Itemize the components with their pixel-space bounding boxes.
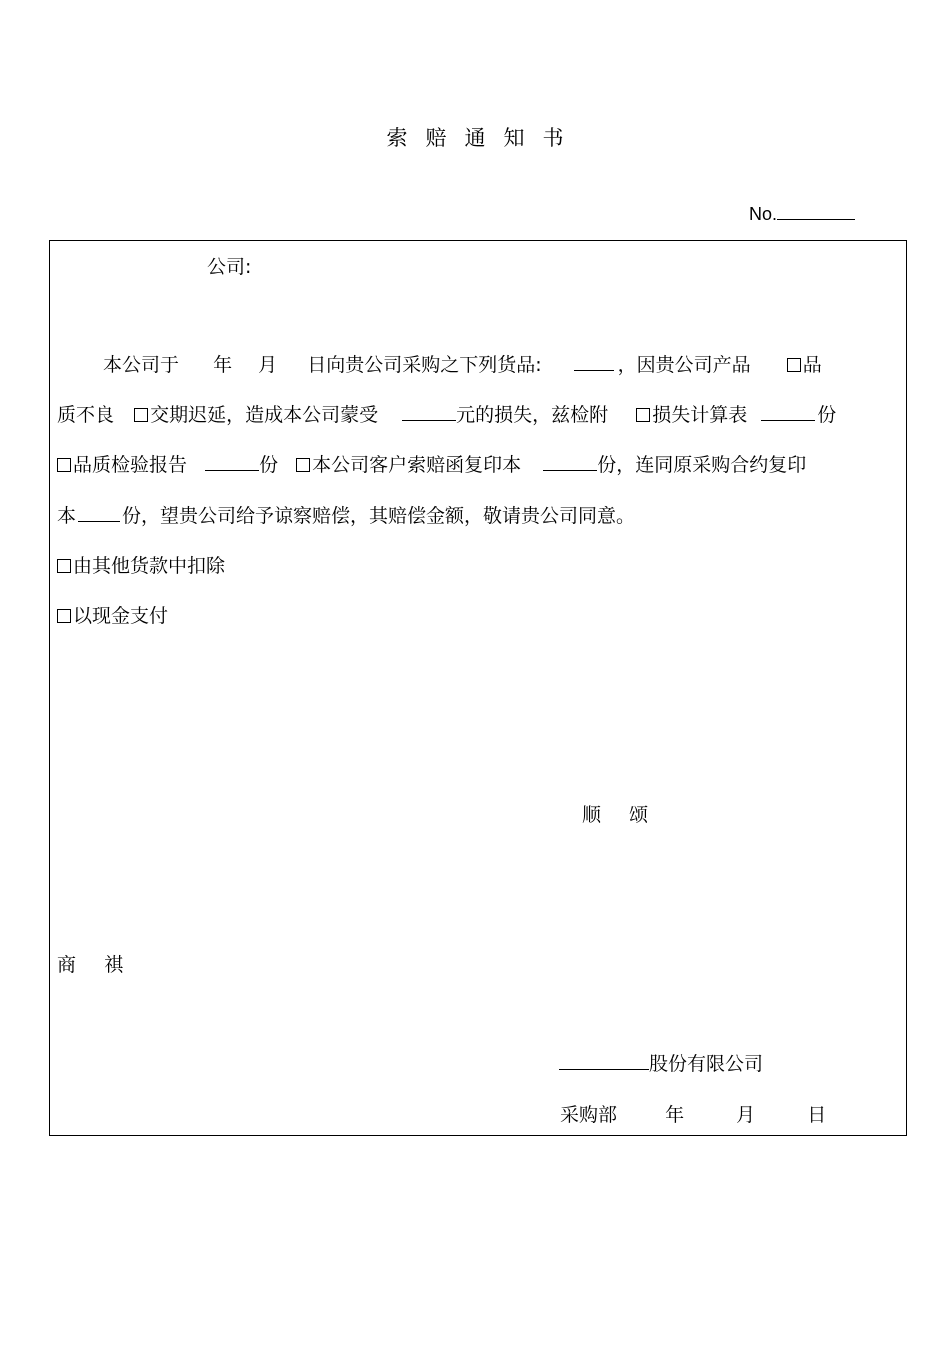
cash-text: 以现金支付 (73, 605, 169, 627)
quality-text-a: 品 (802, 354, 822, 376)
quality-text-b: 质不良 (57, 404, 115, 426)
deduct-text: 由其他货款中扣除 (73, 555, 226, 577)
delay-checkbox[interactable] (134, 408, 148, 422)
document-title (0, 128, 950, 149)
contract-text: 份，连同原采购合约复印 (597, 454, 807, 476)
contract-tail-text: 本 (57, 505, 77, 527)
recipient-label: 公司: (207, 256, 252, 278)
report-text: 品质检验报告 (73, 454, 188, 476)
client-copies-blank[interactable] (543, 469, 597, 471)
purchase-text: 日向贵公司采购之下列货品: (307, 354, 542, 376)
recipient-line (207, 258, 251, 277)
document-number (749, 205, 855, 223)
report-copies-label: 份 (259, 454, 279, 476)
year-label: 年 (213, 354, 233, 376)
client-claim-text: 本公司客户索赔函复印本 (312, 454, 522, 476)
contract-copies-blank[interactable] (78, 520, 120, 522)
client-claim-checkbox[interactable] (296, 458, 310, 472)
company-name-blank[interactable] (559, 1068, 649, 1070)
salutation-line-2 (57, 956, 123, 975)
cause-text: ，因贵公司产品 (617, 354, 751, 376)
salutation-line-1 (582, 806, 648, 825)
month-label: 月 (258, 354, 278, 376)
number-label: No. (749, 204, 778, 224)
company-signature (559, 1055, 763, 1074)
sig-month-label: 月 (736, 1104, 756, 1126)
sig-year-label: 年 (665, 1104, 685, 1126)
report-checkbox[interactable] (57, 458, 71, 472)
intro-text: 本公司于 (103, 354, 180, 376)
calc-copies-label: 份 (817, 404, 837, 426)
loss-amount-blank[interactable] (402, 419, 456, 421)
company-suffix-text: 股份有限公司 (649, 1053, 764, 1075)
number-blank[interactable] (777, 218, 855, 220)
paragraph-line-3 (57, 456, 806, 475)
salutation-1-text: 顺 颂 (582, 804, 649, 826)
delay-text: 交期迟延，造成本公司蒙受 (150, 404, 379, 426)
quality-checkbox[interactable] (787, 358, 801, 372)
title-text: 索赔通知书 (386, 126, 582, 150)
paragraph-line-2 (57, 406, 836, 425)
paragraph-line-4 (57, 507, 635, 526)
loss-unit-text: 元的损失，兹检附 (456, 404, 609, 426)
cash-checkbox[interactable] (57, 609, 71, 623)
closing-text: 份，望贵公司给予谅察赔偿，其赔偿金额，敬请贵公司同意。 (122, 505, 636, 527)
payment-option-cash (57, 607, 168, 626)
sig-day-label: 日 (807, 1104, 827, 1126)
paragraph-line-1 (103, 356, 822, 375)
dept-text: 采购部 (560, 1104, 618, 1126)
goods-blank[interactable] (574, 369, 614, 371)
calc-text: 损失计算表 (652, 404, 748, 426)
salutation-2-text: 商 祺 (57, 954, 124, 976)
calc-checkbox[interactable] (636, 408, 650, 422)
deduct-checkbox[interactable] (57, 559, 71, 573)
calc-copies-blank[interactable] (761, 419, 815, 421)
signature-date-line (560, 1106, 826, 1125)
report-copies-blank[interactable] (205, 469, 259, 471)
payment-option-deduct (57, 557, 225, 576)
